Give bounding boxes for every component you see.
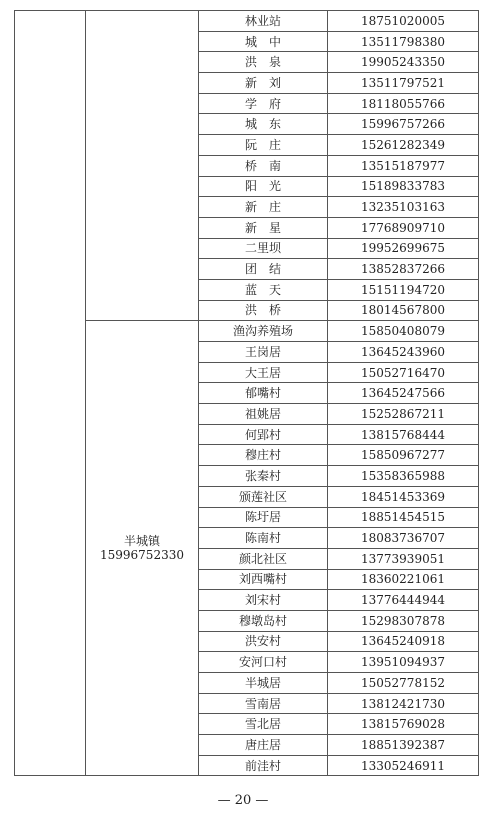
phone-cell: 18360221061	[328, 569, 479, 590]
phone-cell: 13515187977	[328, 155, 479, 176]
station-name-cell: 洪 泉	[199, 52, 328, 73]
station-name-cell: 颁莲社区	[199, 486, 328, 507]
phone-cell: 19952699675	[328, 238, 479, 259]
town-phone: 15996752330	[100, 548, 184, 563]
phone-cell: 15298307878	[328, 610, 479, 631]
town-name: 半城镇	[123, 534, 160, 549]
table-row	[15, 11, 479, 32]
station-name-cell: 半城居	[199, 673, 328, 694]
phone-cell: 13773939051	[328, 548, 479, 569]
phone-cell: 15052778152	[328, 673, 479, 694]
station-name-cell: 桥 南	[199, 155, 328, 176]
phone-cell: 18083736707	[328, 528, 479, 549]
station-name-cell: 洪 桥	[199, 300, 328, 321]
station-name-cell: 雪北居	[199, 714, 328, 735]
phone-cell: 13776444944	[328, 590, 479, 611]
station-name-cell: 穆庄村	[199, 445, 328, 466]
contact-directory-table	[14, 10, 479, 776]
phone-cell: 13645243960	[328, 342, 479, 363]
phone-cell: 13511797521	[328, 73, 479, 94]
phone-cell: 13812421730	[328, 693, 479, 714]
station-name-cell: 刘西嘴村	[199, 569, 328, 590]
phone-cell: 18014567800	[328, 300, 479, 321]
station-name-cell: 郁嘴村	[199, 383, 328, 404]
station-name-cell: 新 庄	[199, 197, 328, 218]
station-name-cell: 前洼村	[199, 755, 328, 776]
phone-cell: 18751020005	[328, 11, 479, 32]
station-name-cell: 渔沟养殖场	[199, 321, 328, 342]
station-name-cell: 颜北社区	[199, 548, 328, 569]
phone-cell: 13852837266	[328, 259, 479, 280]
station-name-cell: 新 刘	[199, 73, 328, 94]
station-name-cell: 洪安村	[199, 631, 328, 652]
phone-cell: 19905243350	[328, 52, 479, 73]
station-name-cell: 新 星	[199, 217, 328, 238]
phone-cell: 15358365988	[328, 466, 479, 487]
station-name-cell: 王岗居	[199, 342, 328, 363]
station-name-cell: 学 府	[199, 93, 328, 114]
phone-cell: 15850408079	[328, 321, 479, 342]
station-name-cell: 穆墩岛村	[199, 610, 328, 631]
station-name-cell: 团 结	[199, 259, 328, 280]
directory-body	[15, 11, 479, 776]
phone-cell: 13645240918	[328, 631, 479, 652]
phone-cell: 18851392387	[328, 735, 479, 756]
phone-cell: 15151194720	[328, 279, 479, 300]
phone-cell: 18851454515	[328, 507, 479, 528]
county-column-cell	[15, 11, 86, 776]
station-name-cell: 大王居	[199, 362, 328, 383]
phone-cell: 18451453369	[328, 486, 479, 507]
station-name-cell: 唐庄居	[199, 735, 328, 756]
phone-cell: 13951094937	[328, 652, 479, 673]
phone-cell: 13235103163	[328, 197, 479, 218]
station-name-cell: 阮 庄	[199, 135, 328, 156]
phone-cell: 13815769028	[328, 714, 479, 735]
phone-cell: 15252867211	[328, 404, 479, 425]
phone-cell: 13815768444	[328, 424, 479, 445]
phone-cell: 15996757266	[328, 114, 479, 135]
phone-cell: 18118055766	[328, 93, 479, 114]
station-name-cell: 安河口村	[199, 652, 328, 673]
page-number: — 20 —	[217, 793, 269, 808]
station-name-cell: 二里坝	[199, 238, 328, 259]
station-name-cell: 张秦村	[199, 466, 328, 487]
phone-cell: 13511798380	[328, 31, 479, 52]
phone-cell: 17768909710	[328, 217, 479, 238]
phone-cell: 15052716470	[328, 362, 479, 383]
phone-cell: 15850967277	[328, 445, 479, 466]
station-name-cell: 陈圩居	[199, 507, 328, 528]
station-name-cell: 陈南村	[199, 528, 328, 549]
town-cell	[86, 321, 199, 776]
station-name-cell: 蓝 天	[199, 279, 328, 300]
phone-cell: 15189833783	[328, 176, 479, 197]
phone-cell: 13305246911	[328, 755, 479, 776]
phone-cell: 13645247566	[328, 383, 479, 404]
phone-cell: 15261282349	[328, 135, 479, 156]
station-name-cell: 城 东	[199, 114, 328, 135]
station-name-cell: 阳 光	[199, 176, 328, 197]
station-name-cell: 城 中	[199, 31, 328, 52]
station-name-cell: 刘宋村	[199, 590, 328, 611]
station-name-cell: 何郢村	[199, 424, 328, 445]
station-name-cell: 雪南居	[199, 693, 328, 714]
station-name-cell: 祖姚居	[199, 404, 328, 425]
town-cell	[86, 11, 199, 321]
station-name-cell: 林业站	[199, 11, 328, 32]
